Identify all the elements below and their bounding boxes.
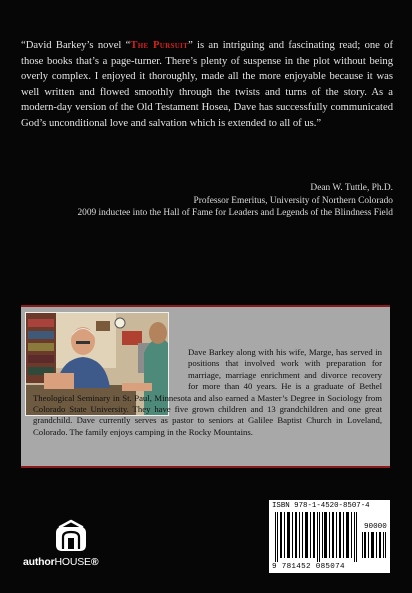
reviewer-title: Professor Emeritus, University of Northern Colorado <box>193 195 393 206</box>
author-bio-body: Dave Barkey along with his wife, Marge, has served in positions that involved work with preparation for marriage, marriage enrichment and divorce recovery for more than 40 years. He is a graduate of Bethel Theological Seminary in St. Paul, Minnesota and also earned a Master’s Degree in Sociology from Colorado State University. They have five grown children and 13 grandchildren and one great grandchild. Dave currently serves as pastor to seniors at Galilee Baptist Church in Loveland, Colorado. The family enjoys camping in the Rocky Mountains. <box>33 347 382 437</box>
quote-open: “David Barkey’s novel “ <box>21 40 131 51</box>
isbn-barcode <box>269 500 390 573</box>
price-code: 90000 <box>364 523 387 531</box>
isbn-number: ISBN 978-1-4520-8507-4 <box>272 502 370 510</box>
book-title: The Pursuit <box>130 40 189 51</box>
reviewer-name: Dean W. Tuttle, Ph.D. <box>310 183 393 193</box>
quote-rest: ” is an intriguing and fascinating read; one of those books that’s a page-turner. There’s plenty of suspense in the plot without being overly complex. I enjoyed it thoroughly, made all the more enjoyable because it was well written and flowed smoothly through the twists and turns of the story. As a modern-day version of the Old Testament Hosea, Dave has successfully communicated God’s unconditional love and salvation which is extended to all of us.” <box>21 40 393 129</box>
barcode-digits: 9 781452 085074 <box>272 563 345 571</box>
reviewer-attribution <box>3 182 393 220</box>
review-quote <box>21 38 393 132</box>
publisher-name: authorHOUSE® <box>23 556 99 568</box>
author-bio-panel <box>21 305 390 468</box>
reviewer-honor: 2009 inductee into the Hall of Fame for Leaders and Legends of the Blindness Field <box>77 208 393 219</box>
author-bio-text <box>33 347 382 438</box>
